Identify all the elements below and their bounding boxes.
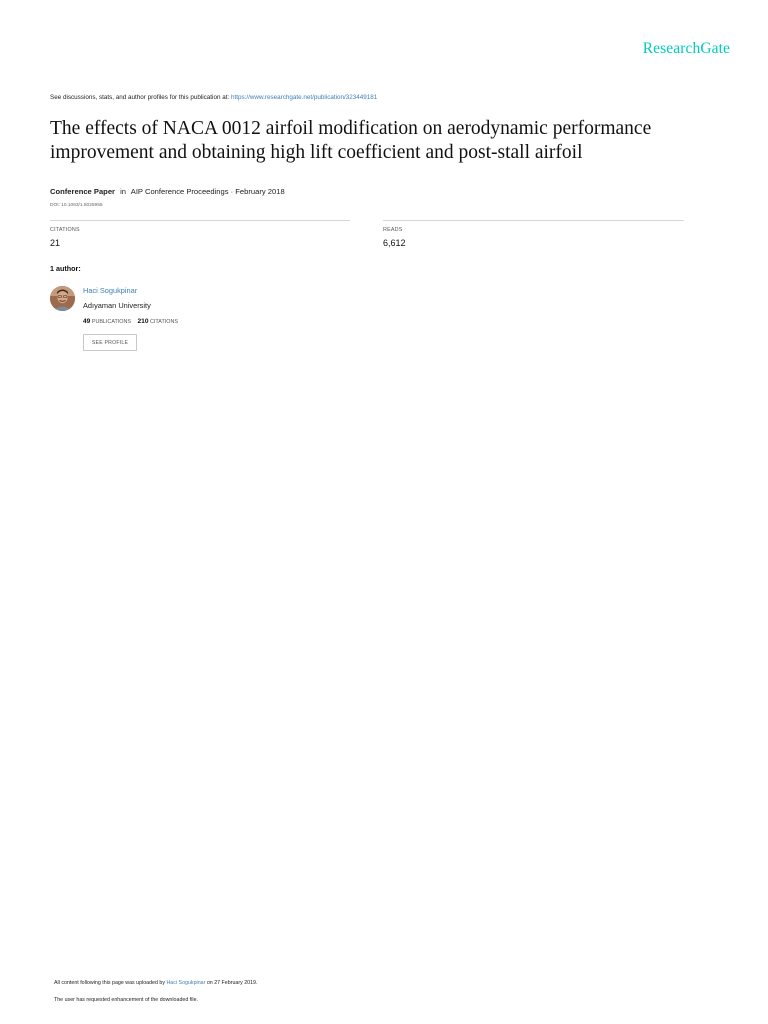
citations-label: CITATIONS	[50, 227, 80, 233]
author-avatar[interactable]	[50, 286, 75, 311]
author-affiliation: Adıyaman University	[83, 301, 151, 310]
citations-divider	[50, 220, 350, 221]
reads-label: READS	[383, 227, 403, 233]
author-stats	[83, 318, 178, 325]
publication-venue[interactable]: AIP Conference Proceedings · February 2018	[130, 187, 285, 196]
publication-in-word: in	[120, 187, 127, 196]
author-photo-icon	[50, 286, 75, 311]
upload-suffix: on 27 February 2019.	[205, 980, 258, 986]
publication-type: Conference Paper	[50, 187, 115, 196]
publication-meta	[50, 187, 285, 196]
author-publications-count: 49	[83, 318, 91, 325]
publication-doi: DOI: 10.1063/1.5025955	[50, 203, 103, 208]
uploader-link[interactable]: Haci Sogukpinar	[166, 980, 206, 986]
enhancement-note: The user has requested enhancement of the downloaded file.	[54, 997, 198, 1003]
author-citations-count: 210	[137, 318, 149, 325]
researchgate-logo[interactable]: ResearchGate	[642, 40, 730, 57]
authors-heading: 1 author:	[50, 264, 81, 273]
author-publications-label: PUBLICATIONS	[91, 319, 131, 325]
discussion-note	[50, 94, 377, 101]
publication-title: The effects of NACA 0012 airfoil modification on aerodynamic performance improvement and obtaining high lift coefficient and post-stall airfoil	[50, 118, 652, 163]
author-citations-label: CITATIONS	[150, 319, 178, 325]
reads-value: 6,612	[383, 238, 406, 248]
discussion-text: See discussions, stats, and author profiles for this publication at:	[50, 94, 231, 101]
upload-prefix: All content following this page was uploaded by	[54, 980, 167, 986]
see-profile-button[interactable]: SEE PROFILE	[83, 334, 137, 351]
author-name-link[interactable]: Haci Sogukpinar	[83, 286, 138, 295]
citations-value: 21	[50, 238, 61, 248]
publication-url-link[interactable]: https://www.researchgate.net/publication/323449181	[230, 94, 378, 101]
upload-note	[54, 980, 257, 986]
reads-divider	[383, 220, 684, 221]
